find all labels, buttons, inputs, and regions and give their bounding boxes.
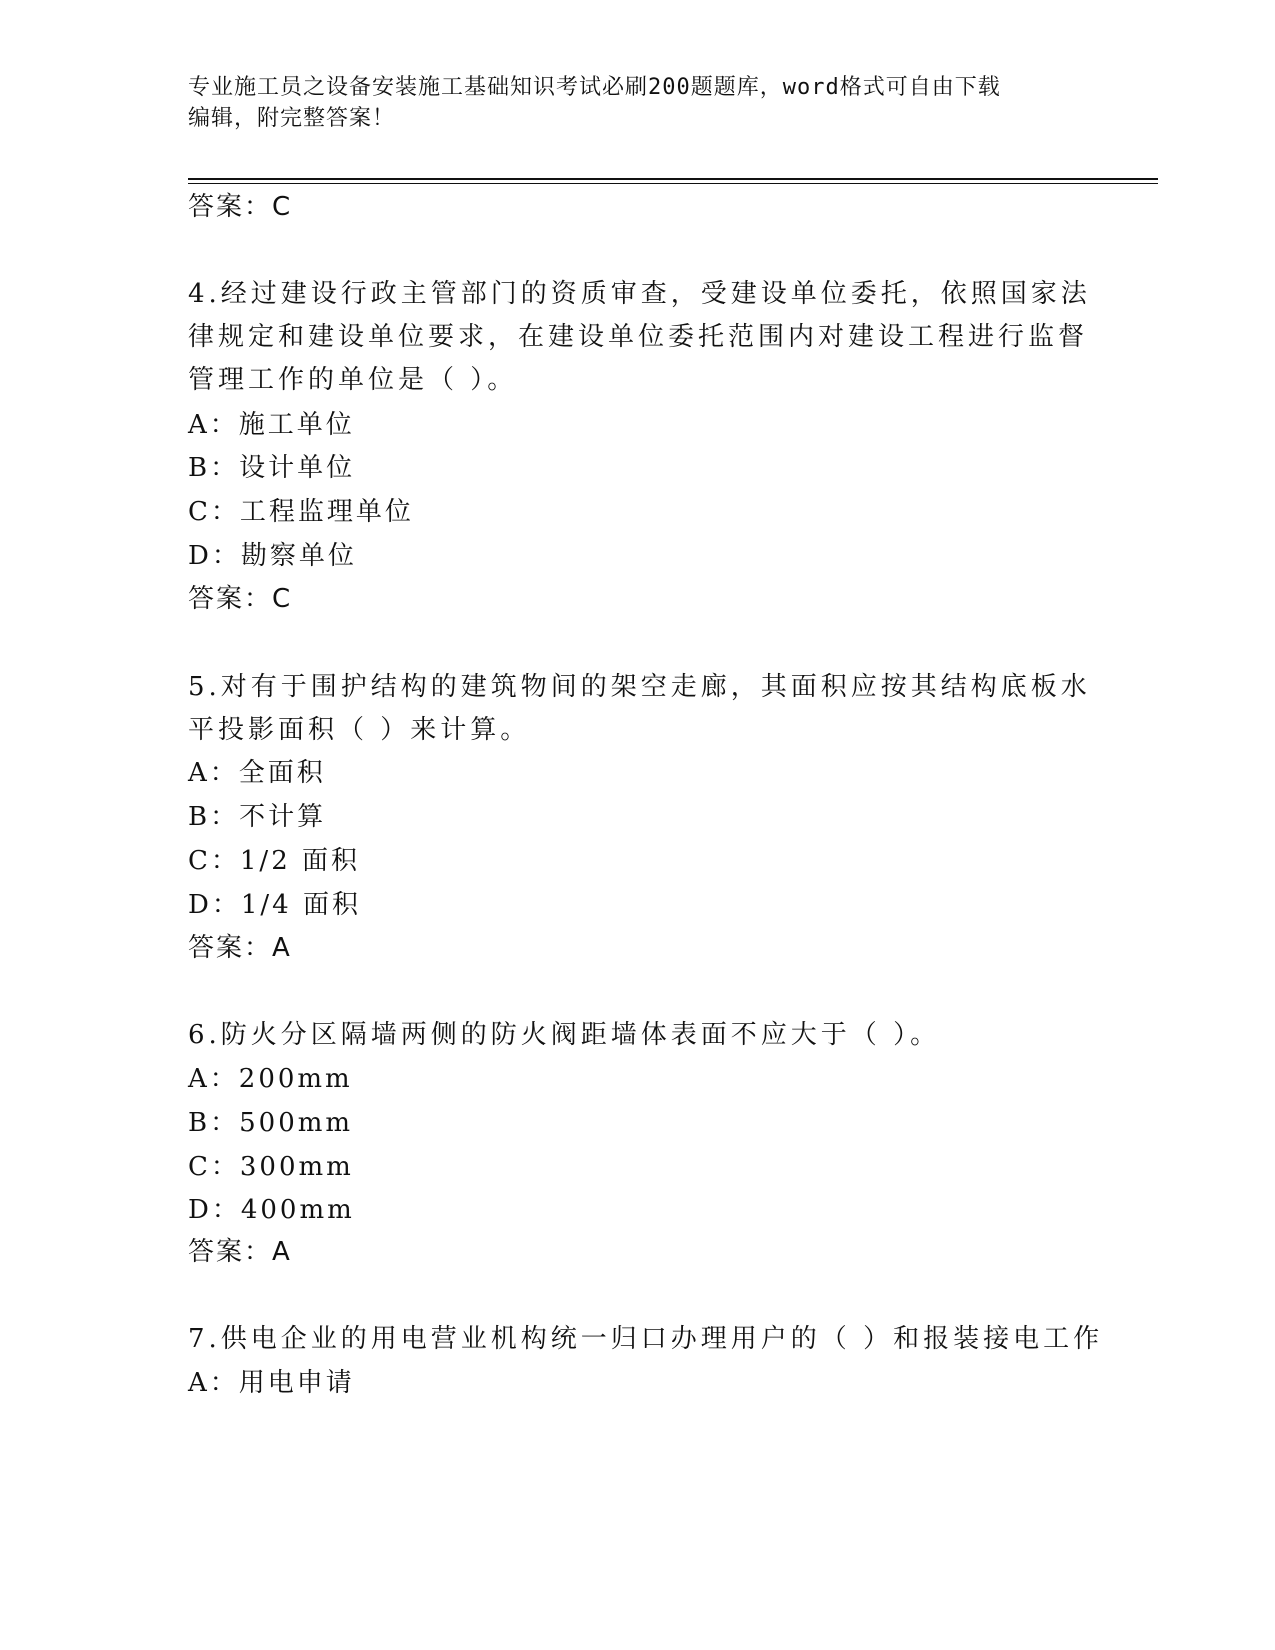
question-6-option-b: B：500mm xyxy=(188,1108,354,1138)
question-6-option-d: D：400mm xyxy=(188,1195,355,1225)
question-4-option-c: C：工程监理单位 xyxy=(188,497,414,527)
question-7-option-a: A：用电申请 xyxy=(188,1368,355,1398)
header-divider xyxy=(188,178,1158,180)
question-7-line-1: 7.供电企业的用电营业机构统一归口办理用户的（ ）和报装接电工作 xyxy=(188,1324,1104,1354)
question-5-answer: 答案：A xyxy=(188,933,292,963)
question-6-option-a: A：200mm xyxy=(188,1064,353,1094)
header-line-1: 专业施工员之设备安装施工基础知识考试必刷200题题库，word格式可自由下载 xyxy=(188,75,1001,100)
question-5-option-a: A：全面积 xyxy=(188,758,326,788)
header-line-2: 编辑，附完整答案！ xyxy=(188,106,396,131)
question-4-option-d: D：勘察单位 xyxy=(188,541,357,571)
header-divider-thin xyxy=(188,183,1158,184)
question-5-option-c: C：1/2 面积 xyxy=(188,846,361,876)
question-4-line-1: 4.经过建设行政主管部门的资质审查，受建设单位委托，依照国家法 xyxy=(188,279,1091,309)
document-header xyxy=(188,72,1088,134)
question-6-option-c: C：300mm xyxy=(188,1152,354,1182)
question-4-line-3: 管理工作的单位是（ ）。 xyxy=(188,365,518,395)
question-4-line-2: 律规定和建设单位要求，在建设单位委托范围内对建设工程进行监督 xyxy=(188,322,1089,352)
question-5-line-2: 平投影面积（ ）来计算。 xyxy=(188,715,531,745)
question-4-answer: 答案：C xyxy=(188,584,293,614)
question-4-option-b: B：设计单位 xyxy=(188,453,356,483)
question-6-answer: 答案：A xyxy=(188,1237,292,1267)
previous-answer: 答案：C xyxy=(188,192,293,222)
question-6-line-1: 6.防火分区隔墙两侧的防火阀距墙体表面不应大于（ ）。 xyxy=(188,1020,941,1050)
question-5-line-1: 5.对有于围护结构的建筑物间的架空走廊，其面积应按其结构底板水 xyxy=(188,672,1091,702)
question-5-option-d: D：1/4 面积 xyxy=(188,890,361,920)
question-4-option-a: A：施工单位 xyxy=(188,410,355,440)
question-5-option-b: B：不计算 xyxy=(188,802,327,832)
